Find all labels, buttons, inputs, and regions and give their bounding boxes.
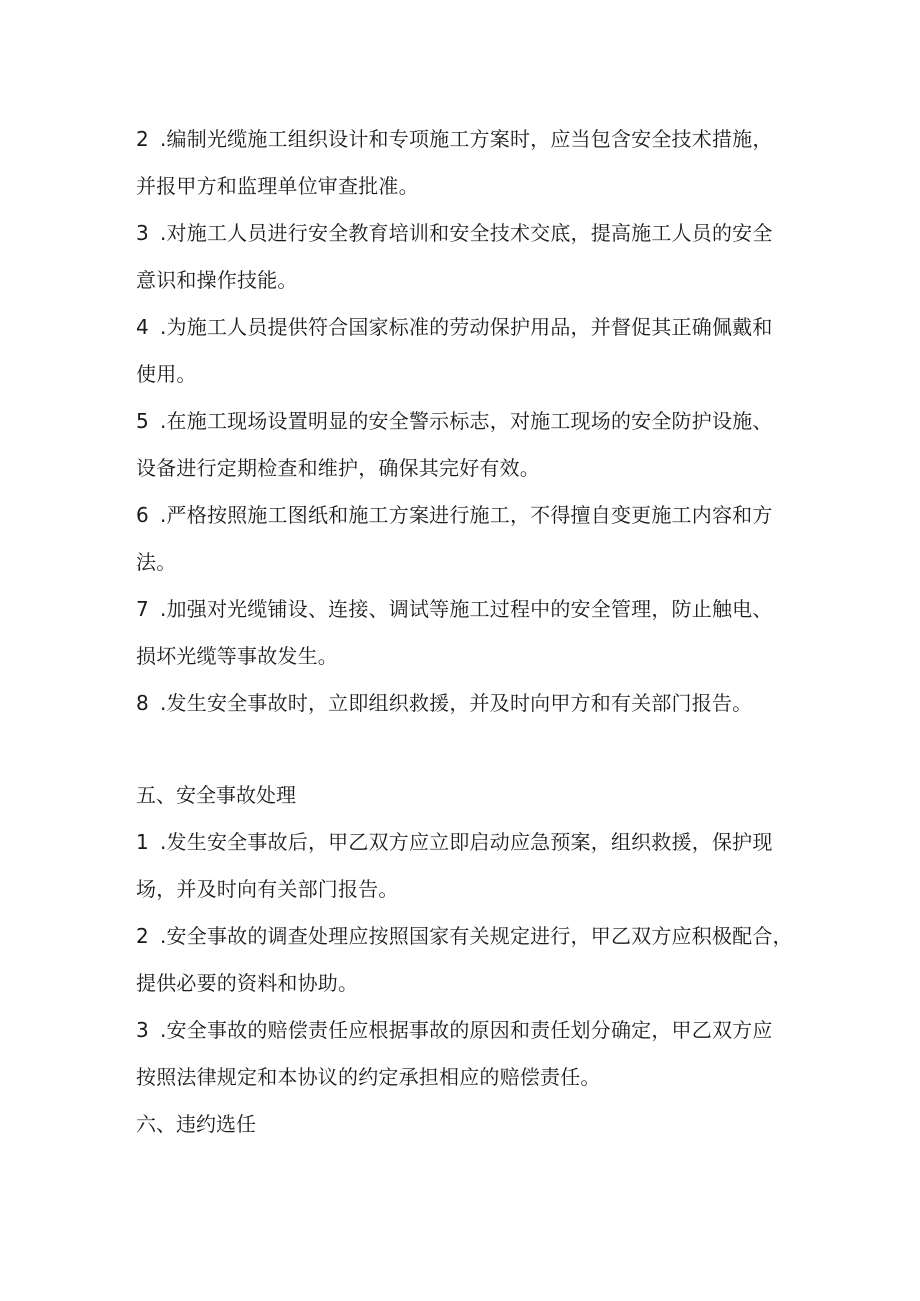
item-number: 3 [136, 221, 149, 245]
item-number: 8 [136, 691, 149, 715]
item-text: .为施工人员提供符合国家标准的劳动保护用品，并督促其正确佩戴和 [160, 315, 773, 339]
document-body [136, 116, 796, 1148]
list-item [136, 819, 796, 866]
item-number: 2 [136, 127, 149, 151]
section-heading: 六、违约选任 [136, 1112, 256, 1136]
item-number: 4 [136, 315, 149, 339]
item-number: 3 [136, 1018, 149, 1042]
item-text: .安全事故的赔偿责任应根据事故的原因和责任划分确定，甲乙双方应 [160, 1018, 773, 1042]
list-item [136, 1007, 796, 1054]
list-item-continuation: 法。 [136, 550, 177, 574]
item-text: .编制光缆施工组织设计和专项施工方案时，应当包含安全技术措施， [160, 127, 773, 151]
item-number: 6 [136, 503, 149, 527]
list-item [136, 680, 796, 727]
item-text: .对施工人员进行安全教育培训和安全技术交底，提高施工人员的安全 [160, 221, 773, 245]
list-item-continuation: 设备进行定期检查和维护，确保其完好有效。 [136, 456, 540, 480]
item-text: .严格按照施工图纸和施工方案进行施工，不得擅自变更施工内容和方 [160, 503, 773, 527]
list-item [136, 116, 796, 163]
item-text: .在施工现场设置明显的安全警示标志，对施工现场的安全防护设施、 [160, 409, 773, 433]
list-item-continuation: 使用。 [136, 362, 197, 386]
item-number: 7 [136, 597, 149, 621]
list-item [136, 913, 796, 960]
list-item-continuation: 损坏光缆等事故发生。 [136, 644, 338, 668]
section-heading: 五、安全事故处理 [136, 783, 296, 807]
list-item [136, 492, 796, 539]
list-item-continuation: 场，并及时向有关部门报告。 [136, 877, 399, 901]
item-number: 5 [136, 409, 149, 433]
item-text: .发生安全事故时，立即组织救援，并及时向甲方和有关部门报告。 [160, 691, 753, 715]
list-item [136, 210, 796, 257]
item-number: 2 [136, 924, 149, 948]
list-item-continuation: 按照法律规定和本协议的约定承担相应的赔偿责任。 [136, 1065, 601, 1089]
item-text: .安全事故的调查处理应按照国家有关规定进行，甲乙双方应积极配合， [160, 924, 793, 948]
list-item-continuation: 提供必要的资料和协助。 [136, 971, 359, 995]
list-item [136, 304, 796, 351]
list-item [136, 586, 796, 633]
item-text: .加强对光缆铺设、连接、调试等施工过程中的安全管理，防止触电、 [160, 597, 773, 621]
list-item [136, 398, 796, 445]
item-number: 1 [136, 830, 149, 854]
list-item-continuation: 并报甲方和监理单位审查批准。 [136, 174, 419, 198]
section-gap [136, 727, 796, 772]
list-item-continuation: 意识和操作技能。 [136, 268, 298, 292]
item-text: .发生安全事故后，甲乙双方应立即启动应急预案，组织救援，保护现 [160, 830, 773, 854]
